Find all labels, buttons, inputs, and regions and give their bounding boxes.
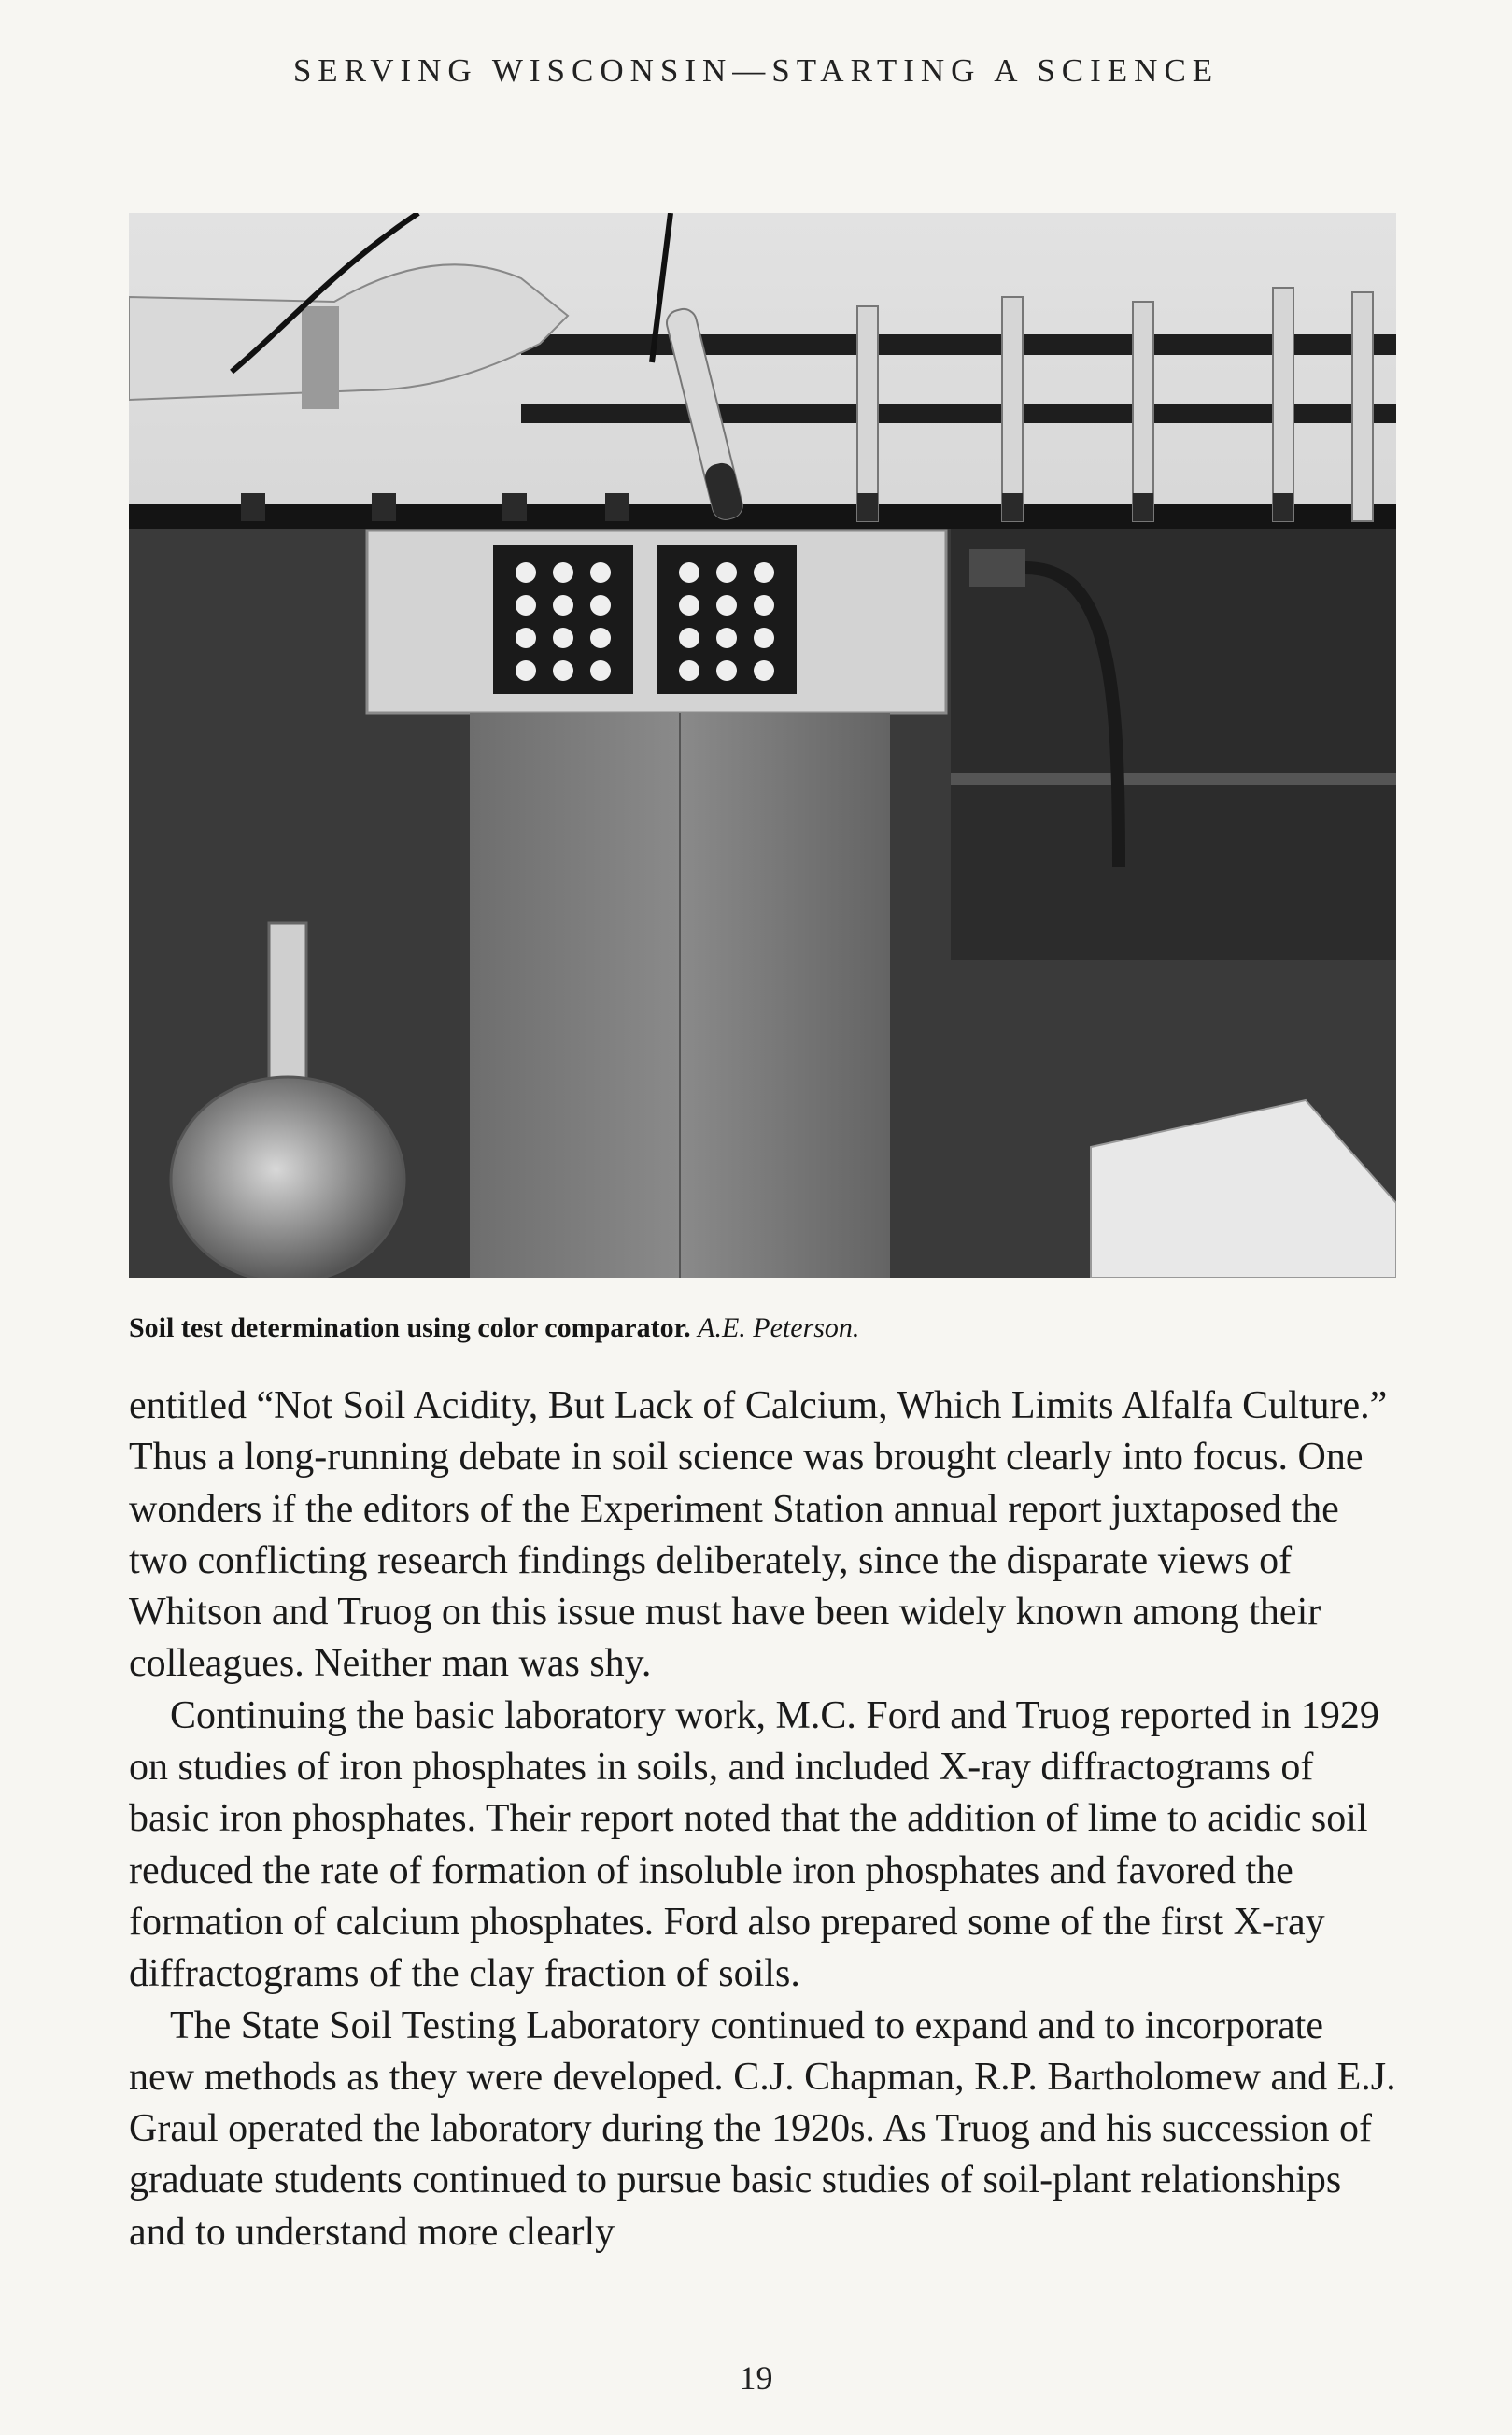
caption-credit: A.E. Peterson.	[698, 1312, 860, 1343]
paragraph-2: Continuing the basic laboratory work, M.C. Ford and Truog reported in 1929 on studies of iron phosphates in soils, and included X-ray diffractograms of basic iron phosphates. Their report noted that the addition of lime to acidic soil reduced the rate of formation of insoluble iron phosphates and favored the formation of calcium phosphates. Ford also prepared some of the first X-ray diffractograms of the clay fraction of soils.	[129, 1693, 1379, 1996]
page-number: 19	[739, 2359, 773, 2397]
paragraph-3: The State Soil Testing Laboratory continued to expand and to incorporate new methods as they were developed. C.J. Chapman, R.P. Bartholomew and E.J. Graul operated the laboratory during the 1920s. As Truog and his succession of graduate students continued to pursue basic studies of soil-plant relationships and to understand more clearly	[129, 2003, 1396, 2254]
caption-text: Soil test determination using color comparator.	[129, 1312, 691, 1343]
running-head: SERVING WISCONSIN—STARTING A SCIENCE	[292, 52, 1220, 89]
paragraph-1: entitled “Not Soil Acidity, But Lack of Calcium, Which Limits Alfalfa Culture.” Thus a long-running debate in soil science was brought clearly into focus. One wonders if the editors of the Experiment Station annual report juxtaposed the two conflicting research findings deliberately, since the disparate views of Whitson and Truog on this issue must have been widely known among their colleagues. Neither man was shy.	[129, 1384, 1388, 1686]
body-text	[129, 1380, 1396, 2258]
lab-photograph	[129, 213, 1396, 1278]
figure-caption	[129, 1312, 1396, 1344]
